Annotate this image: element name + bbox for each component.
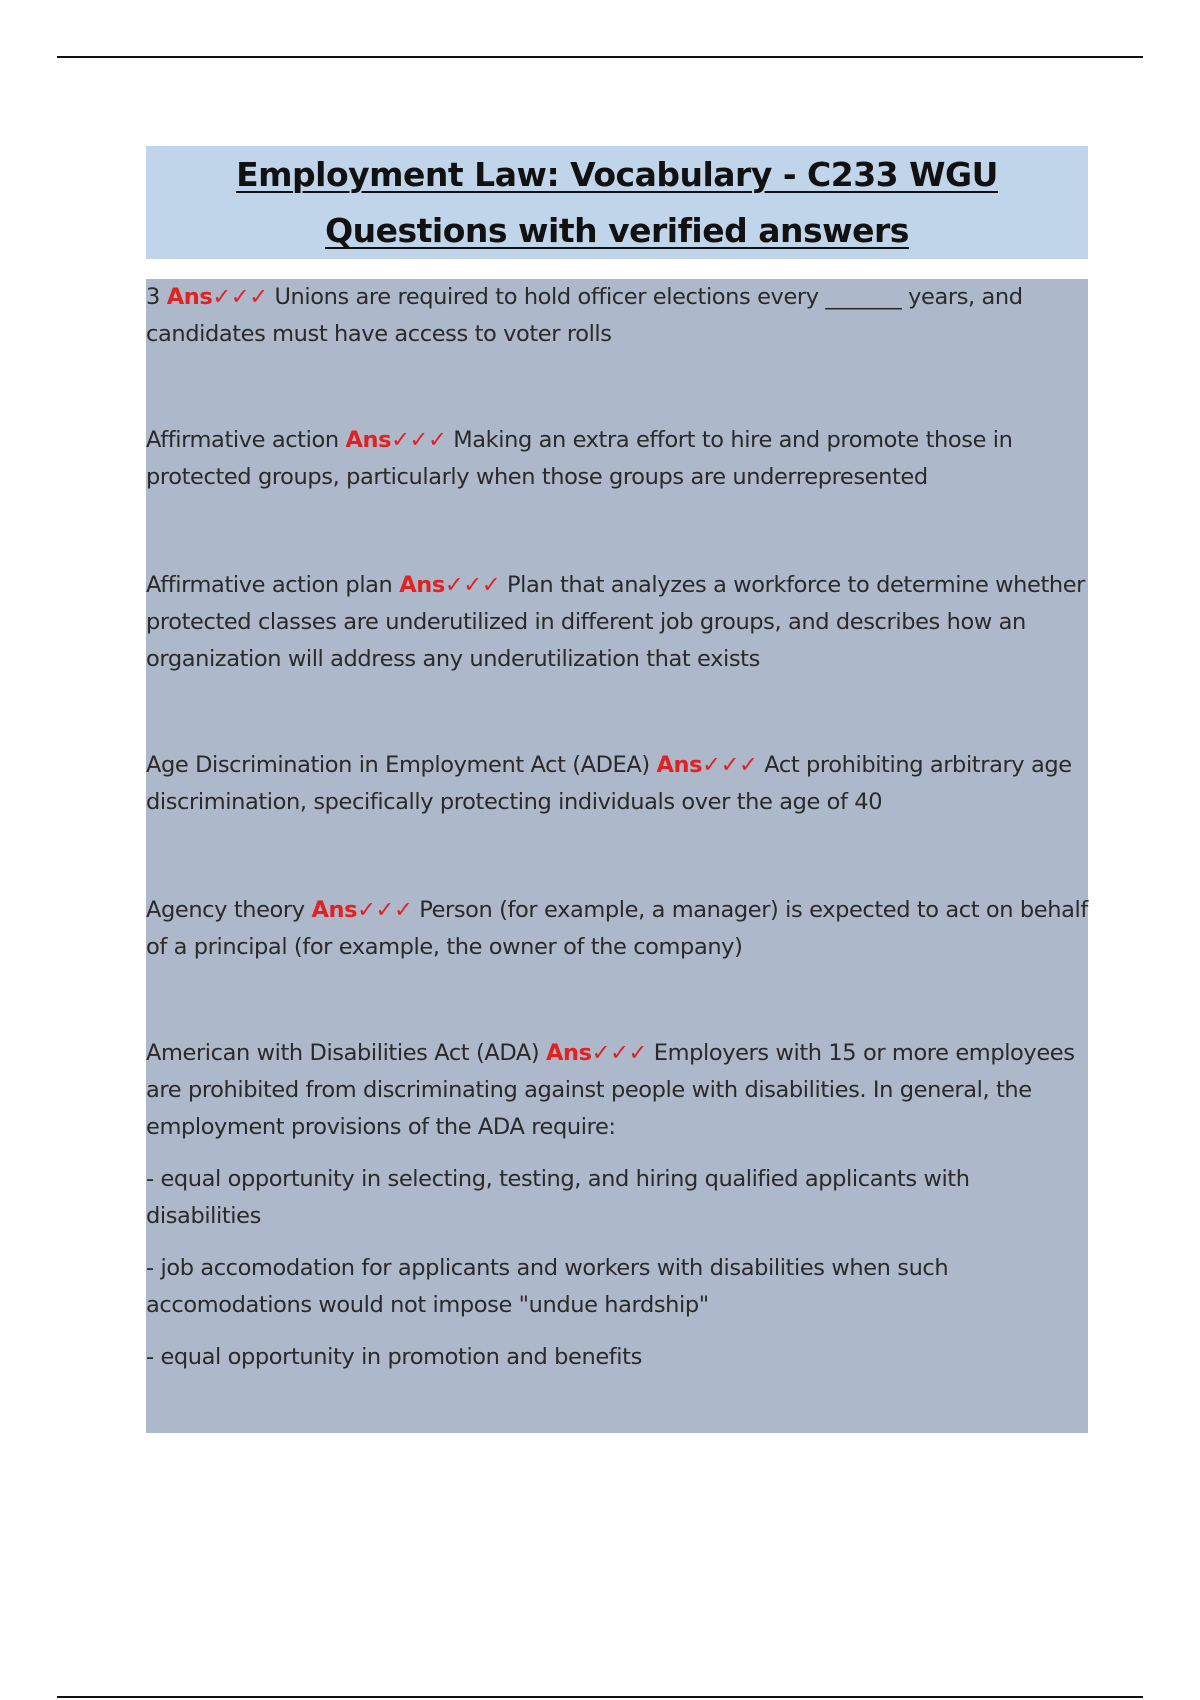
requirement-item: - equal opportunity in promotion and benefits [146,1344,642,1370]
vocab-definition: Act prohibiting arbitrary age discrimination, specifically protecting individuals over the age of 40 [146,752,1072,815]
answer-label: Ans [345,427,392,453]
check-marks-icon: ✓✓✓ [591,1040,647,1066]
vocab-definition: Making an extra effort to hire and promote those in protected groups, particularly when those groups are underrepresented [146,427,1013,490]
vocab-entry [146,1035,1088,1376]
requirement-item: - equal opportunity in selecting, testing, and hiring qualified applicants with disabilities [146,1166,970,1229]
check-marks-icon: ✓✓✓ [444,572,501,598]
answer-label: Ans [656,752,703,778]
title-banner [146,146,1088,259]
vocab-entry [146,422,1088,496]
vocab-entry [146,892,1088,966]
check-marks-icon: ✓✓✓ [357,897,413,923]
answer-label: Ans [166,284,213,310]
header-rule [57,56,1143,58]
document-title-line-2: Questions with verified answers [325,210,909,250]
check-marks-icon: ✓✓✓ [391,427,447,453]
answer-label: Ans [546,1040,592,1066]
vocab-definition: Person (for example, a manager) is expected to act on behalf of a principal (for example, the owner of the company) [146,897,1088,960]
footer-rule [57,1696,1143,1698]
answer-label: Ans [399,572,445,598]
check-marks-icon: ✓✓✓ [702,752,758,778]
vocab-term: Affirmative action [146,427,339,453]
vocab-entry [146,567,1088,678]
vocab-definition: Employers with 15 or more employees are prohibited from discriminating against people with disabilities. In general, the employment provisions of the ADA require: [146,1040,1075,1140]
vocab-term: American with Disabilities Act (ADA) [146,1040,540,1066]
vocab-definition: Plan that analyzes a workforce to determine whether protected classes are underutilized in different job groups, and describes how an organization will address any underutilization that exists [146,572,1086,672]
vocab-term: Agency theory [146,897,305,923]
vocabulary-list [146,279,1088,1433]
vocab-term: Affirmative action plan [146,572,393,598]
answer-label: Ans [311,897,358,923]
vocab-entry [146,747,1088,821]
vocab-term: Age Discrimination in Employment Act (ADEA) [146,752,650,778]
check-marks-icon: ✓✓✓ [212,284,268,310]
vocab-entry [146,279,1088,353]
vocab-term: 3 [146,284,160,310]
vocab-definition: Unions are required to hold officer elections every _______ years, and candidates must have access to voter rolls [146,284,1023,347]
document-title-line-1: Employment Law: Vocabulary - C233 WGU [236,154,998,194]
requirement-item: - job accomodation for applicants and workers with disabilities when such accomodations would not impose "undue hardship" [146,1255,949,1318]
